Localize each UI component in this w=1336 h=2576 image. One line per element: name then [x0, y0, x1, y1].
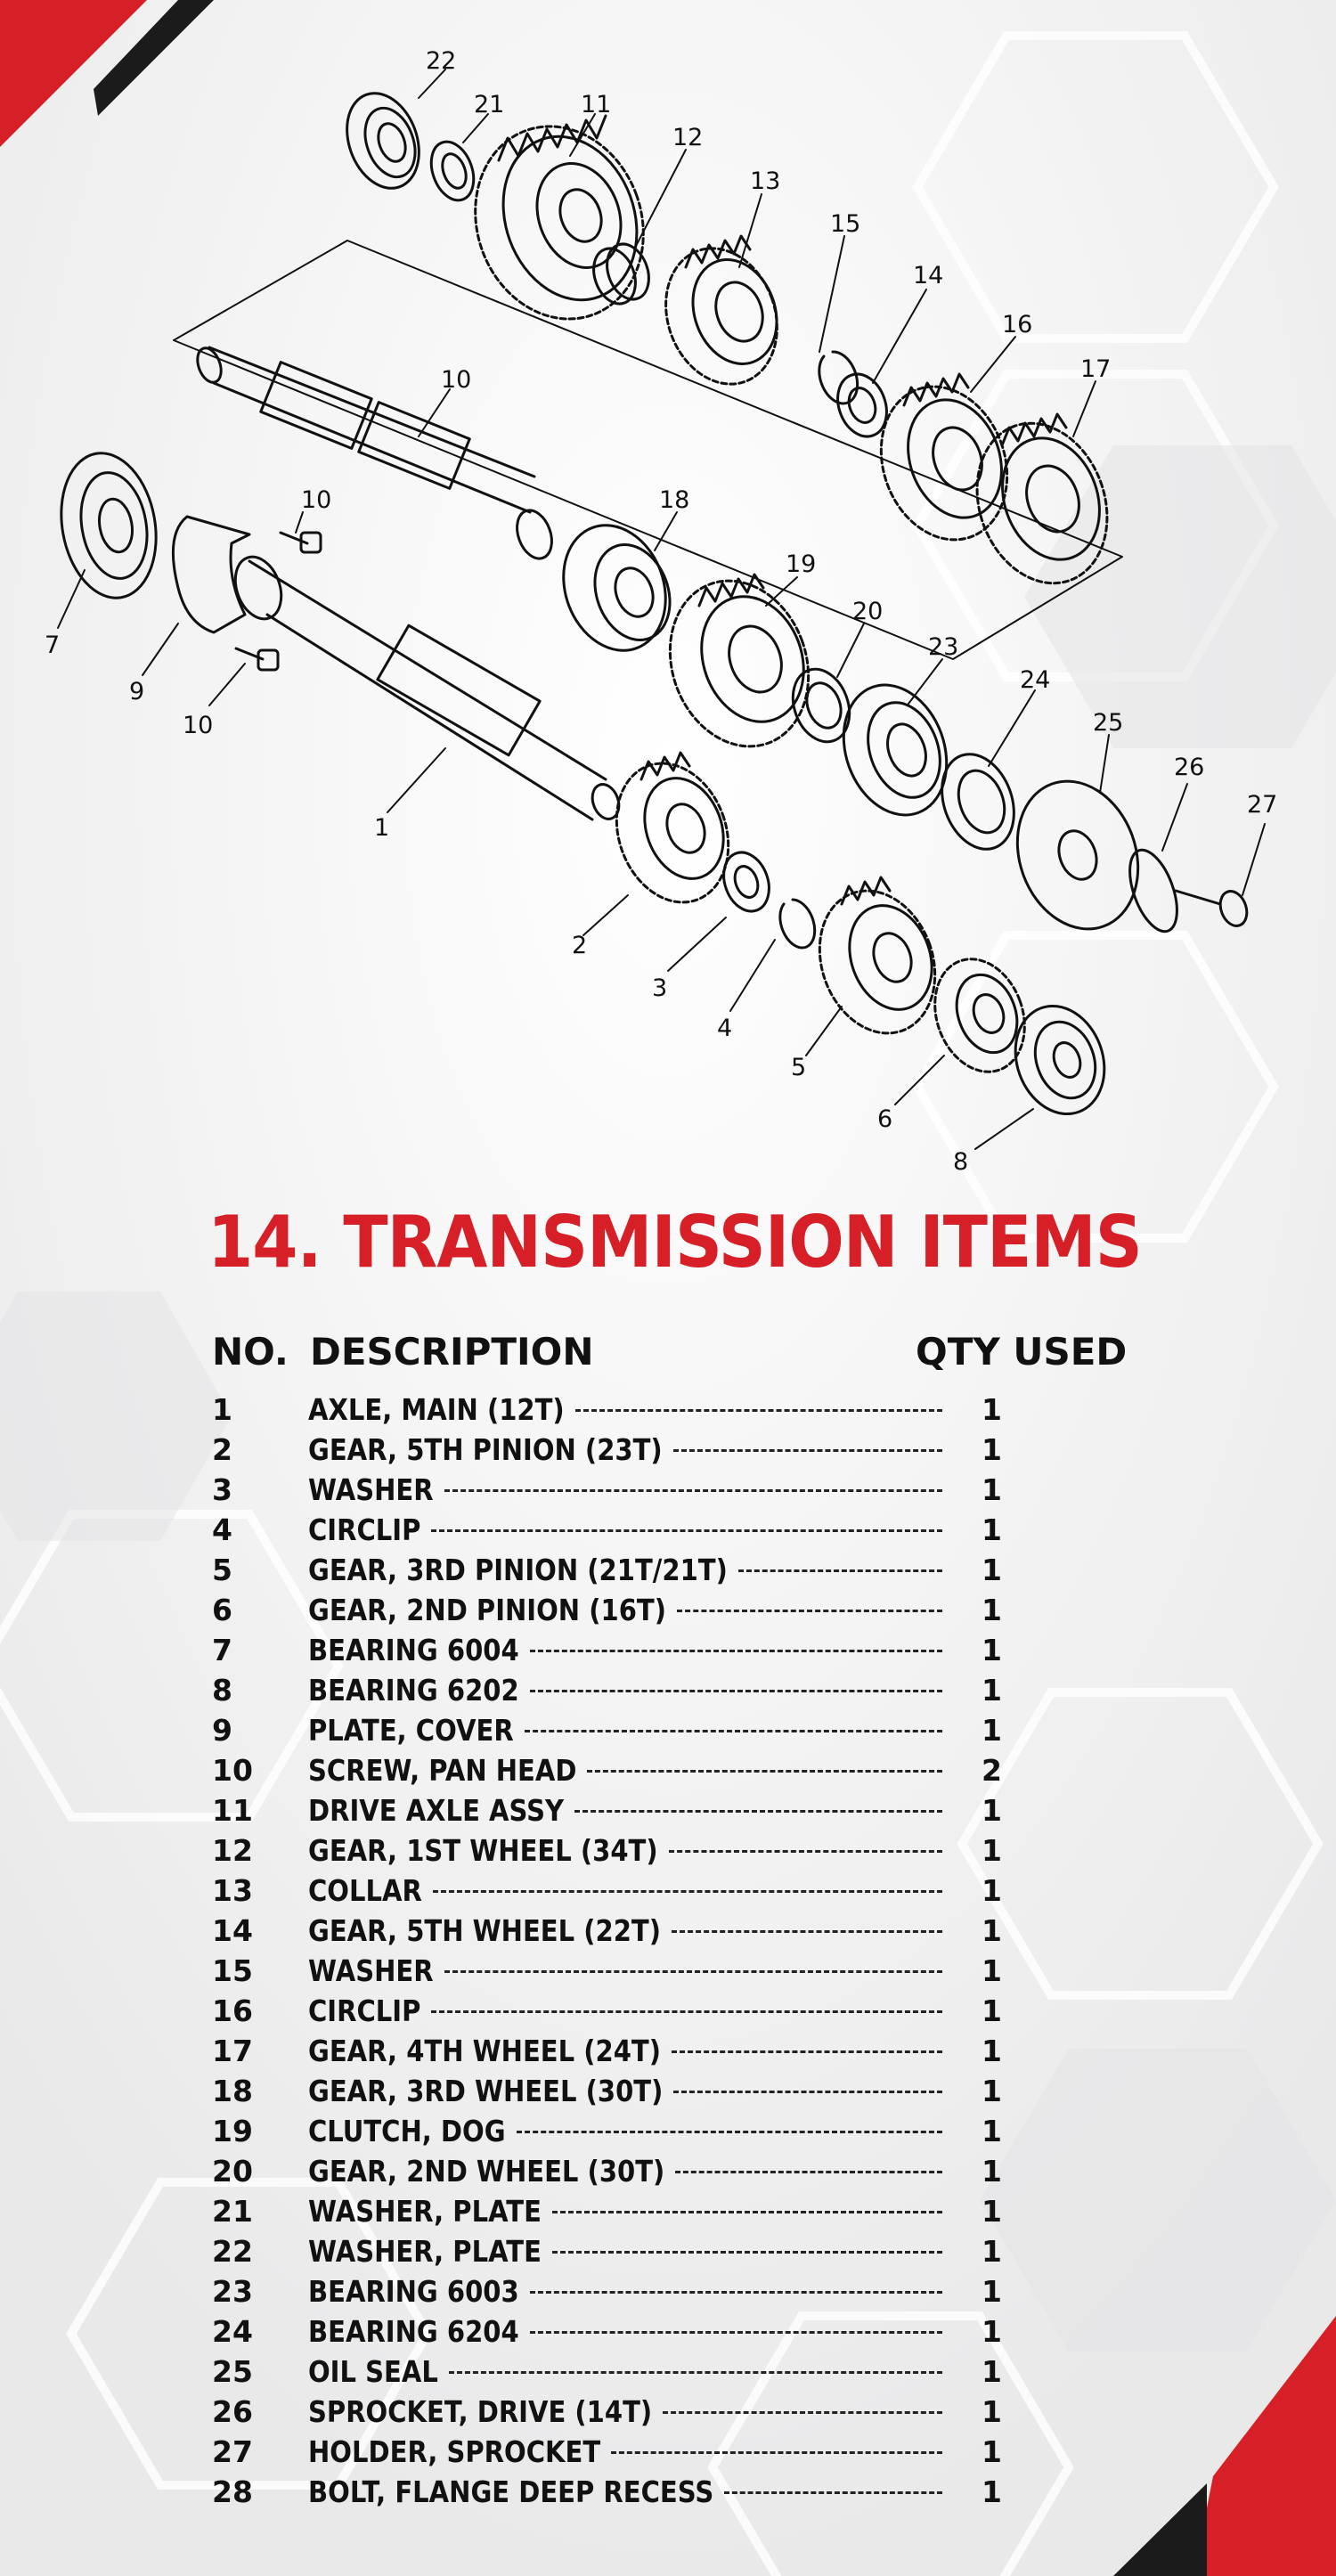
- part-number: 8: [212, 1673, 232, 1708]
- callout-5: 5: [791, 1054, 807, 1081]
- part-11-drive-axle: [193, 345, 558, 563]
- part-description: HOLDER, SPROCKET: [308, 2434, 601, 2469]
- part-number: 28: [212, 2474, 253, 2509]
- part-description: CIRCLIP: [308, 1512, 421, 1547]
- dot-leader: [530, 2331, 942, 2334]
- table-row: [212, 1630, 1085, 1670]
- callout-28: 27: [1247, 791, 1278, 819]
- part-qty: 1: [982, 1633, 1002, 1667]
- part-4-circlip: [780, 900, 815, 948]
- dot-leader: [673, 1449, 942, 1452]
- dot-leader: [672, 2050, 942, 2053]
- part-number: 16: [212, 1993, 253, 2028]
- callout-21: 20: [852, 598, 884, 625]
- callout-3: 3: [652, 974, 668, 1002]
- part-description: BOLT, FLANGE DEEP RECESS: [308, 2474, 714, 2509]
- part-number: 22: [212, 2234, 253, 2269]
- part-number: 5: [212, 1553, 232, 1587]
- part-description: WASHER: [308, 1953, 434, 1988]
- part-2-gear: [598, 747, 746, 917]
- part-description: DRIVE AXLE ASSY: [308, 1793, 565, 1828]
- part-description: SCREW, PAN HEAD: [308, 1753, 577, 1788]
- part-description: GEAR, 2ND WHEEL (30T): [308, 2154, 665, 2189]
- part-19-dog-clutch: [547, 511, 683, 665]
- part-description: GEAR, 3RD PINION (21T/21T): [308, 1553, 728, 1587]
- dot-leader: [672, 1930, 942, 1933]
- part-description: CLUTCH, DOG: [308, 2114, 506, 2148]
- callout-10-lower: 10: [183, 712, 214, 739]
- callout-4: 4: [717, 1015, 733, 1042]
- table-row: [212, 2231, 1085, 2271]
- part-description: BEARING 6202: [308, 1673, 519, 1708]
- dot-leader: [552, 2251, 942, 2254]
- callout-16: 15: [830, 210, 861, 238]
- part-number: 24: [212, 2314, 253, 2349]
- part-number: 14: [212, 1913, 253, 1948]
- part-qty: 1: [982, 1553, 1002, 1587]
- part-description: GEAR, 2ND PINION (16T): [308, 1593, 666, 1627]
- part-number: 21: [212, 2194, 253, 2229]
- part-description: BEARING 6003: [308, 2274, 519, 2309]
- page-title: 14. TRANSMISSION ITEMS: [208, 1201, 1142, 1284]
- dot-leader: [433, 1890, 942, 1893]
- part-12-gear: [449, 102, 670, 343]
- table-row: [212, 1510, 1085, 1550]
- part-description: SPROCKET, DRIVE (14T): [308, 2394, 653, 2429]
- part-qty: 1: [982, 2074, 1002, 2108]
- part-8-bearing: [1001, 993, 1120, 1126]
- part-description: COLLAR: [308, 1873, 422, 1908]
- part-number: 12: [212, 1833, 253, 1868]
- part-qty: 1: [982, 2474, 1002, 2509]
- part-description: GEAR, 5TH WHEEL (22T): [308, 1913, 662, 1948]
- callout-26: 25: [1093, 709, 1124, 737]
- callout-22: 21: [474, 91, 505, 118]
- table-row: [212, 1390, 1085, 1430]
- part-6-gear: [920, 947, 1040, 1085]
- part-9-plate-cover: [173, 517, 249, 632]
- part-qty: 1: [982, 2354, 1002, 2389]
- part-number: 1: [212, 1392, 232, 1427]
- part-21-washer: [783, 661, 859, 749]
- dot-leader: [724, 2491, 942, 2494]
- callout-14: 13: [750, 167, 781, 195]
- table-row: [212, 2311, 1085, 2352]
- part-number: 11: [212, 1793, 253, 1828]
- dot-leader: [738, 1569, 942, 1572]
- part-7-bearing: [51, 445, 167, 606]
- part-qty: 1: [982, 2114, 1002, 2148]
- callout-19: 18: [659, 486, 690, 514]
- callout-27: 26: [1174, 754, 1205, 781]
- part-qty: 1: [982, 2154, 1002, 2189]
- part-number: 7: [212, 1633, 232, 1667]
- part-number: 23: [212, 2274, 253, 2309]
- part-description: WASHER, PLATE: [308, 2194, 542, 2229]
- part-3-washer: [716, 846, 777, 917]
- part-15-washer: [829, 367, 894, 443]
- parts-list-rows: [212, 1390, 1085, 2512]
- part-description: BEARING 6004: [308, 1633, 519, 1667]
- part-description: OIL SEAL: [308, 2354, 438, 2389]
- table-row: [212, 1430, 1085, 1470]
- part-description: GEAR, 4TH WHEEL (24T): [308, 2034, 662, 2068]
- part-qty: 1: [982, 1432, 1002, 1467]
- table-row: [212, 2271, 1085, 2311]
- dot-leader: [431, 1529, 942, 1532]
- part-description: GEAR, 1ST WHEEL (34T): [308, 1833, 658, 1868]
- part-qty: 1: [982, 1793, 1002, 1828]
- part-description: AXLE, MAIN (12T): [308, 1392, 565, 1427]
- callout-25: 24: [1020, 666, 1051, 694]
- transmission-exploded-diagram: [0, 0, 1336, 1176]
- dot-leader: [663, 2411, 942, 2414]
- dot-leader: [444, 1489, 942, 1492]
- part-22-washer: [424, 136, 482, 207]
- table-row: [212, 2111, 1085, 2151]
- dot-leader: [611, 2451, 942, 2454]
- table-row: [212, 1750, 1085, 1790]
- dot-leader: [587, 1770, 942, 1773]
- table-row: [212, 2352, 1085, 2392]
- part-number: 13: [212, 1873, 253, 1908]
- table-row: [212, 1991, 1085, 2031]
- part-description: GEAR, 3RD WHEEL (30T): [308, 2074, 664, 2108]
- table-row: [212, 2071, 1085, 2111]
- callout-20: 19: [786, 550, 817, 578]
- dot-leader: [673, 2091, 942, 2093]
- callout-11: 10: [441, 366, 472, 394]
- parts-list-header: [212, 1327, 1128, 1377]
- part-number: 26: [212, 2394, 253, 2429]
- part-qty: 1: [982, 1472, 1002, 1507]
- part-description: BEARING 6204: [308, 2314, 519, 2349]
- part-18-gear: [956, 405, 1128, 602]
- part-qty: 1: [982, 2034, 1002, 2068]
- table-row: [212, 2432, 1085, 2472]
- part-description: WASHER: [308, 1472, 434, 1507]
- callout-9: 9: [129, 678, 145, 705]
- callout-18: 17: [1080, 355, 1112, 383]
- part-qty: 1: [982, 1392, 1002, 1427]
- parts-list: [212, 1327, 1128, 2512]
- callout-23: 22: [426, 47, 457, 75]
- part-17-gear: [860, 369, 1028, 558]
- part-qty: 1: [982, 2434, 1002, 2469]
- part-qty: 1: [982, 1593, 1002, 1627]
- part-qty: 1: [982, 1993, 1002, 2028]
- table-row: [212, 1710, 1085, 1750]
- column-header-qty: QTY USED: [916, 1330, 1128, 1374]
- callout-12: 11: [581, 91, 612, 118]
- part-qty: 1: [982, 1953, 1002, 1988]
- part-description: CIRCLIP: [308, 1993, 421, 2028]
- part-qty: 1: [982, 2234, 1002, 2269]
- callout-2: 2: [572, 932, 588, 959]
- dot-leader: [575, 1409, 942, 1412]
- part-qty: 2: [982, 1753, 1002, 1788]
- table-row: [212, 2191, 1085, 2231]
- column-header-description: DESCRIPTION: [310, 1330, 594, 1374]
- callout-15: 14: [913, 262, 944, 289]
- table-row: [212, 2472, 1085, 2512]
- callout-17: 16: [1002, 311, 1033, 338]
- part-qty: 1: [982, 2394, 1002, 2429]
- dot-leader: [517, 2131, 942, 2133]
- dot-leader: [669, 1850, 942, 1853]
- dot-leader: [525, 1730, 942, 1732]
- part-number: 18: [212, 2074, 253, 2108]
- part-qty: 1: [982, 1833, 1002, 1868]
- callout-10-upper: 10: [301, 486, 332, 514]
- part-number: 17: [212, 2034, 253, 2068]
- part-number: 9: [212, 1713, 232, 1748]
- column-header-no: NO.: [212, 1330, 289, 1374]
- part-qty: 1: [982, 1913, 1002, 1948]
- part-20-gear: [648, 561, 831, 766]
- part-5-gear: [801, 875, 955, 1050]
- part-qty: 1: [982, 1873, 1002, 1908]
- callout-6: 6: [877, 1105, 893, 1133]
- callout-7: 7: [45, 632, 61, 659]
- part-qty: 1: [982, 1512, 1002, 1547]
- part-description: GEAR, 5TH PINION (23T): [308, 1432, 663, 1467]
- part-description: PLATE, COVER: [308, 1713, 514, 1748]
- dot-leader: [431, 2010, 942, 2013]
- callout-13: 12: [672, 124, 704, 151]
- table-row: [212, 2031, 1085, 2071]
- part-number: 2: [212, 1432, 232, 1467]
- dot-leader: [530, 1650, 942, 1652]
- table-row: [212, 1590, 1085, 1630]
- table-row: [212, 1670, 1085, 1710]
- part-qty: 1: [982, 2314, 1002, 2349]
- part-25-oil-seal: [929, 744, 1026, 859]
- part-qty: 1: [982, 2194, 1002, 2229]
- part-number: 20: [212, 2154, 253, 2189]
- part-number: 4: [212, 1512, 232, 1547]
- part-qty: 1: [982, 1713, 1002, 1748]
- callout-1: 1: [374, 814, 390, 842]
- part-number: 3: [212, 1472, 232, 1507]
- part-number: 27: [212, 2434, 253, 2469]
- part-number: 19: [212, 2114, 253, 2148]
- part-number: 10: [212, 1753, 253, 1788]
- callout-24: 23: [928, 633, 959, 661]
- dot-leader: [530, 1690, 942, 1692]
- part-number: 25: [212, 2354, 253, 2389]
- part-number: 15: [212, 1953, 253, 1988]
- callout-8: 8: [953, 1148, 969, 1176]
- dot-leader: [449, 2371, 942, 2374]
- table-row: [212, 1911, 1085, 1951]
- part-qty: 1: [982, 2274, 1002, 2309]
- table-row: [212, 1790, 1085, 1830]
- table-row: [212, 2151, 1085, 2191]
- part-28-bolt: [1176, 887, 1251, 929]
- part-23-bearing: [334, 83, 431, 198]
- part-qty: 1: [982, 1673, 1002, 1708]
- table-row: [212, 1550, 1085, 1590]
- dot-leader: [552, 2211, 942, 2213]
- part-description: WASHER, PLATE: [308, 2234, 542, 2269]
- dot-leader: [675, 2171, 942, 2173]
- dot-leader: [530, 2291, 942, 2294]
- dot-leader: [677, 1610, 942, 1612]
- table-row: [212, 2392, 1085, 2432]
- part-number: 6: [212, 1593, 232, 1627]
- dot-leader: [574, 1810, 942, 1813]
- table-row: [212, 1830, 1085, 1871]
- table-row: [212, 1951, 1085, 1991]
- table-row: [212, 1871, 1085, 1911]
- diagram-callout-labels: [45, 47, 1277, 1176]
- part-10-screw-upper: [281, 533, 321, 552]
- part-14-gear: [648, 232, 795, 400]
- dot-leader: [444, 1970, 942, 1973]
- table-row: [212, 1470, 1085, 1510]
